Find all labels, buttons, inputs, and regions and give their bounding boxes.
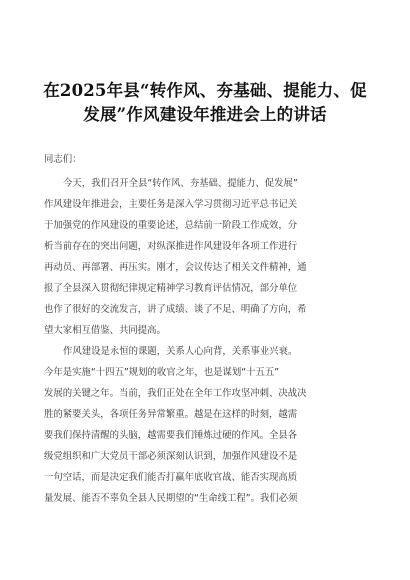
text-line: 今年是实施“十四五”规划的收官之年，也是谋划“十五五”	[44, 367, 280, 378]
text-line: 望大家相互借鉴、共同提高。	[44, 325, 166, 336]
text-line: 要我们保持清醒的头脑，越需要我们锤炼过硬的作风。全县各	[44, 430, 298, 441]
salutation: 同志们：	[44, 154, 82, 165]
text-line: 作风建设年推进会，主要任务是深入学习贯彻习近平总书记关	[44, 199, 298, 210]
text-line: 于加强党的作风建设的重要论述，总结前一阶段工作成效，分	[44, 220, 298, 231]
text-line: 量发展、能否不辜负全县人民期望的“生命线工程”。我们必须	[44, 493, 298, 504]
text-line: 再动员、再部署、再压实。刚才，会议传达了相关文件精神，通	[44, 262, 307, 273]
text-line: 级党组织和广大党员干部必须深刻认识到，加强作风建设不是	[44, 451, 298, 462]
paragraph	[44, 341, 366, 509]
title-line: 发展”作风建设年推进会上的讲话	[83, 105, 327, 124]
title-line: 在2025年县“转作风、夯基础、提能力、促	[43, 81, 367, 100]
text-line: 也作了很好的交流发言，讲了成绩、谈了不足、明确了方向，希	[44, 304, 307, 315]
text-line: 今天，我们召开全县“转作风、夯基础、提能力、促发展”	[63, 178, 298, 189]
document-title	[36, 79, 374, 127]
text-line: 一句空话，而是决定我们能否打赢年底收官战、能否实现高质	[44, 472, 298, 483]
paragraph	[44, 173, 366, 341]
text-line: 胜的紧要关头，各项任务异常繁重。越是在这样的时刻，越需	[44, 409, 298, 420]
text-line: 报了全县深入贯彻纪律规定精神学习教育评估情况，部分单位	[44, 283, 298, 294]
text-line: 析当前存在的突出问题，对纵深推进作风建设年各项工作进行	[44, 241, 298, 252]
text-line: 发展的关键之年。当前，我们正处在全年工作攻坚冲刺、决战决	[44, 388, 307, 399]
text-line: 作风建设是永恒的课题，关系人心向背，关系事业兴衰。	[63, 346, 298, 357]
